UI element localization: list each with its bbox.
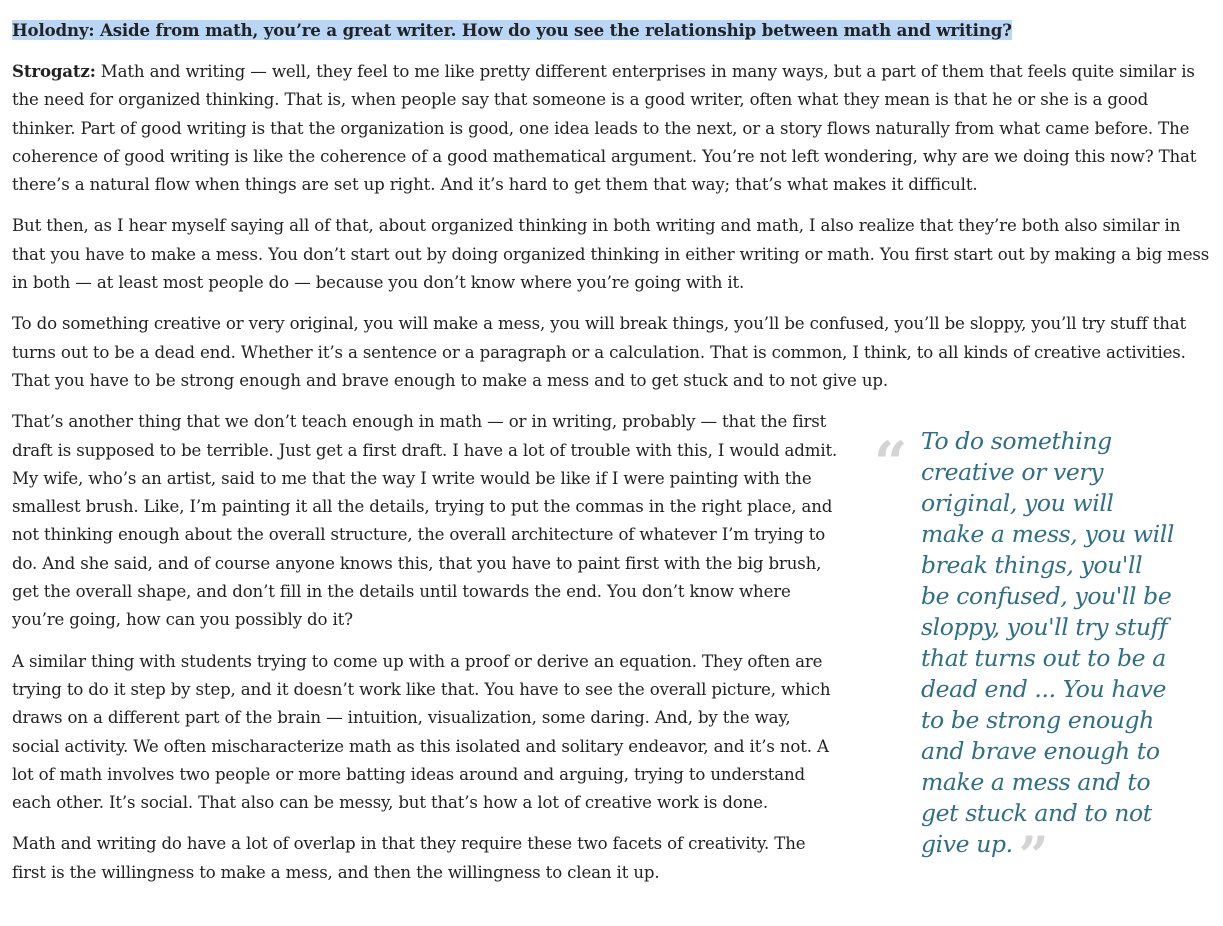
answer-speaker: Strogatz: bbox=[12, 61, 96, 81]
answer-paragraph-4: That’s another thing that we don’t teach enough in math — or in writing, probably — that the first draft is supposed to be terrible. Just get a first draft. I have a lot of trouble with this, I would admit. My wife, who’s an artist, said to me that the way I write would be like if I were painting with the smallest brush. Like, I’m painting it all the details, trying to put the commas in the right place, and not thinking enough about the overall structure, the overall architecture of whatever I’m trying to do. And she said, and of course anyone knows this, that you have to paint first with the big brush, get the overall shape, and don’t fill in the details until towards the end. You don’t know where you’re going, how can you possibly do it? bbox=[12, 412, 838, 630]
answer-paragraph-1-text: Math and writing — well, they feel to me like pretty different enterprises in many ways, but a part of them that feels quite similar is the need for organized thinking. That is, when people say that someone is a good writer, often what they mean is that he or she is a good thinker. Part of good writing is that the organization is good, one idea leads to the next, or a story flows naturally from what came before. The coherence of good writing is like the coherence of a good mathematical argument. You’re not left wondering, why are we doing this now? That there’s a natural flow when things are set up right. And it’s hard to get them that way; that’s what makes it difficult. bbox=[12, 62, 1197, 195]
open-quote-mark-icon: “ bbox=[874, 429, 908, 498]
close-quote-mark-icon: ” bbox=[1018, 826, 1049, 888]
pull-quote-body bbox=[921, 426, 1174, 888]
paragraphs-with-pullquote bbox=[12, 408, 1212, 887]
interview-question-paragraph bbox=[12, 16, 1212, 45]
interview-question: Holodny: Aside from math, you’re a great writer. How do you see the relationship between math and writing? bbox=[12, 20, 1012, 40]
pull-quote bbox=[874, 426, 1174, 888]
pull-quote-text: To do something creative or very original, you will make a mess, you will break things, you'll be confused, you'll be sloppy, you'll try stuff that turns out to be a dead end ... You have to be strong enough and brave enough to make a mess and to get stuck and to not give up. bbox=[921, 427, 1174, 859]
answer-paragraph-3: To do something creative or very original, you will make a mess, you will break things, you’ll be confused, you’ll be sloppy, you’ll try stuff that turns out to be a dead end. Whether it’s a sentence or a paragraph or a calculation. That is common, I think, to all kinds of creative activities. That you have to be strong enough and brave enough to make a mess and to get stuck and to not give up. bbox=[12, 314, 1187, 390]
answer-paragraph-5: A similar thing with students trying to come up with a proof or derive an equation. They often are trying to do it step by step, and it doesn’t work like that. You have to see the overall picture, which draws on a different part of the brain — intuition, visualization, some daring. And, by the way, social activity. We often mischaracterize math as this isolated and solitary endeavor, and it’s not. A lot of math involves two people or more batting ideas around and arguing, trying to understand each other. It’s social. That also can be messy, but that’s how a lot of creative work is done. bbox=[12, 651, 831, 813]
narrow-column bbox=[12, 408, 842, 887]
answer-paragraph-6: Math and writing do have a lot of overlap in that they require these two facets of creativity. The first is the willingness to make a mess, and then the willingness to clean it up. bbox=[12, 834, 806, 882]
answer-paragraph-1 bbox=[12, 57, 1212, 199]
answer-paragraph-2: But then, as I hear myself saying all of that, about organized thinking in both writing and math, I also realize that they’re both also similar in that you have to make a mess. You don’t start out by doing organized thinking in either writing or math. You first start out by making a big mess in both — at least most people do — because you don’t know where you’re going with it. bbox=[12, 216, 1210, 293]
article-body bbox=[12, 16, 1212, 900]
